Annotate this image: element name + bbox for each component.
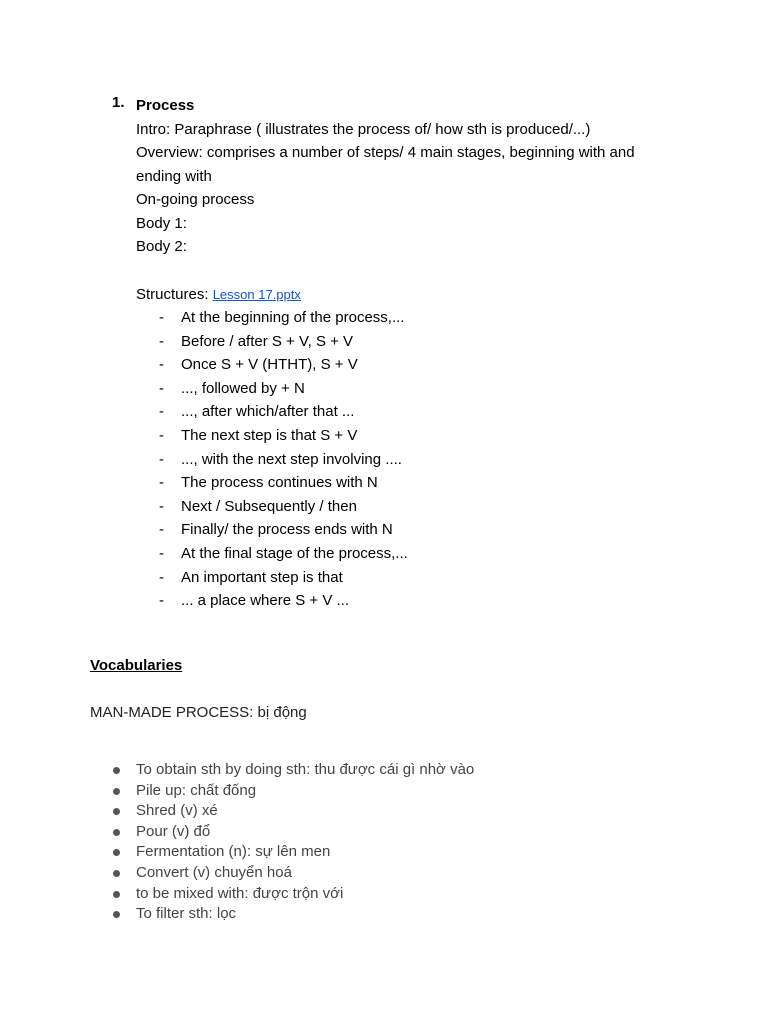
- bullet-icon: [113, 891, 120, 898]
- structure-item: [136, 566, 696, 590]
- structure-item: [136, 448, 696, 472]
- structure-text: The next step is that S + V: [181, 426, 358, 444]
- process-section: [136, 94, 696, 613]
- structure-item: [136, 306, 696, 330]
- bullet-icon: [113, 829, 120, 836]
- dash-marker: -: [159, 379, 164, 397]
- structure-text: ..., with the next step involving ....: [181, 450, 402, 468]
- dash-marker: -: [159, 426, 164, 444]
- list-number: 1.: [112, 94, 125, 111]
- dash-marker: -: [159, 309, 164, 326]
- structure-text: At the final stage of the process,...: [181, 544, 408, 562]
- vocab-text: To obtain sth by doing sth: thu được cái gì nhờ vào: [136, 761, 475, 778]
- structure-text: An important step is that: [181, 568, 343, 586]
- vocab-text: Pile up: chất đống: [136, 781, 257, 799]
- structures-line: [136, 283, 696, 307]
- structure-text: ... a place where S + V ...: [181, 592, 350, 610]
- vocabularies-heading: Vocabularies: [90, 657, 183, 674]
- vocab-item: [110, 904, 474, 925]
- structure-item: [136, 542, 696, 566]
- dash-marker: -: [159, 332, 164, 350]
- structure-text: Next / Subsequently / then: [181, 497, 357, 515]
- bullet-icon: [113, 870, 120, 877]
- dash-marker: -: [159, 403, 164, 421]
- body2-line: Body 2:: [136, 238, 187, 255]
- overview-line-2: ending with: [136, 167, 212, 185]
- structures-list: [136, 306, 696, 613]
- section-heading: Process: [136, 97, 195, 114]
- structure-item: [136, 377, 696, 401]
- bullet-icon: [113, 767, 120, 774]
- vocab-item: [110, 884, 474, 905]
- vocab-text: Shred (v) xé: [136, 802, 218, 820]
- structure-item: [136, 400, 696, 424]
- vocabulary-list: [110, 760, 474, 925]
- structures-label: Structures:: [136, 285, 213, 303]
- structure-text: ..., after which/after that ...: [181, 403, 355, 421]
- dash-marker: -: [159, 497, 164, 515]
- vocab-item: [110, 760, 474, 781]
- vocab-item: [110, 781, 474, 802]
- body1-line: Body 1:: [136, 214, 187, 232]
- vocab-item: [110, 801, 474, 822]
- man-made-process-line: MAN-MADE PROCESS: bị động: [90, 704, 307, 721]
- structure-text: The process continues with N: [181, 474, 378, 492]
- structure-item: [136, 589, 696, 613]
- intro-line: Intro: Paraphrase ( illustrates the process of/ how sth is produced/...): [136, 120, 591, 138]
- dash-marker: -: [159, 592, 164, 610]
- vocab-text: Pour (v) đổ: [136, 822, 211, 840]
- dash-marker: -: [159, 521, 164, 539]
- structure-text: At the beginning of the process,...: [181, 309, 405, 326]
- vocab-item: [110, 842, 474, 863]
- structure-item: [136, 330, 696, 354]
- structure-item: [136, 353, 696, 377]
- bullet-icon: [113, 849, 120, 856]
- structure-item: [136, 518, 696, 542]
- dash-marker: -: [159, 544, 164, 562]
- lesson-link[interactable]: Lesson 17.pptx: [212, 286, 301, 302]
- structure-item: [136, 471, 696, 495]
- dash-marker: -: [159, 356, 164, 374]
- structure-text: Once S + V (HTHT), S + V: [181, 356, 358, 374]
- structure-item: [136, 495, 696, 519]
- dash-marker: -: [159, 450, 164, 468]
- ongoing-line: On-going process: [136, 191, 255, 208]
- vocab-item: [110, 863, 474, 884]
- vocab-item: [110, 822, 474, 843]
- bullet-icon: [113, 808, 120, 815]
- vocab-text: Convert (v) chuyển hoá: [136, 863, 292, 881]
- structure-text: Before / after S + V, S + V: [181, 332, 354, 350]
- overview-line-1: Overview: comprises a number of steps/ 4 main stages, beginning with and: [136, 144, 635, 161]
- dash-marker: -: [159, 474, 164, 492]
- bullet-icon: [113, 788, 120, 795]
- structure-text: ..., followed by + N: [181, 379, 305, 397]
- structure-text: Finally/ the process ends with N: [181, 521, 393, 539]
- structure-item: [136, 424, 696, 448]
- bullet-icon: [113, 911, 120, 918]
- vocab-text: To filter sth: lọc: [136, 905, 237, 923]
- vocab-text: Fermentation (n): sự lên men: [136, 843, 331, 861]
- vocab-text: to be mixed with: được trộn với: [136, 884, 344, 902]
- dash-marker: -: [159, 568, 164, 586]
